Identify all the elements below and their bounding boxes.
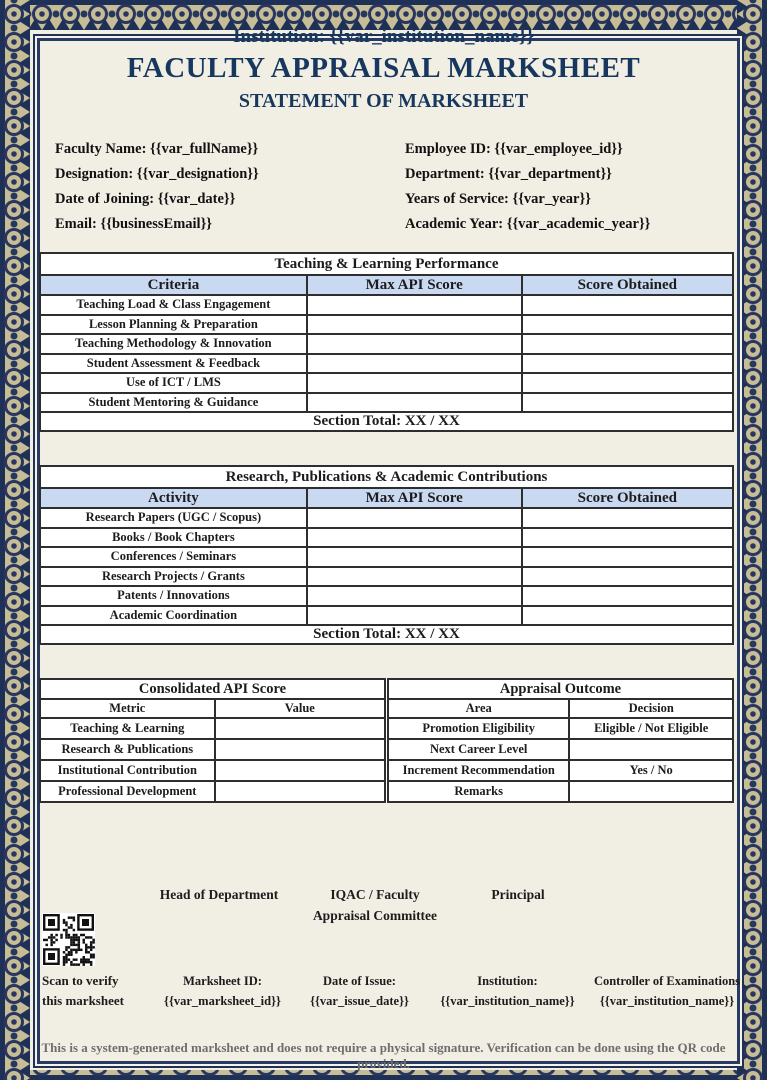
activity-cell: Research Papers (UGC / Scopus) <box>40 508 307 528</box>
score-obtained-cell <box>522 508 733 528</box>
area-cell: Next Career Level <box>386 739 569 760</box>
decision-cell: Eligible / Not Eligible <box>569 718 733 739</box>
footer-institution <box>430 971 585 1011</box>
max-score-cell <box>307 547 522 567</box>
max-score-cell <box>307 586 522 606</box>
footer-value: {{var_marksheet_id}} <box>164 994 281 1008</box>
ornate-border-right <box>737 0 767 1080</box>
activity-cell: Books / Book Chapters <box>40 528 307 548</box>
value-cell <box>215 781 387 802</box>
criteria-cell: Lesson Planning & Preparation <box>40 315 307 335</box>
value-cell <box>215 760 387 781</box>
footer-date-of-issue <box>292 971 427 1011</box>
column-header-activity: Activity <box>40 488 307 508</box>
decision-cell <box>569 781 733 802</box>
footer-label: Date of Issue: <box>323 974 396 988</box>
qr-code <box>42 913 95 966</box>
area-cell: Remarks <box>386 781 569 802</box>
signature-label: Head of Department <box>159 887 279 902</box>
max-score-cell <box>307 295 522 315</box>
activity-cell: Conferences / Seminars <box>40 547 307 567</box>
column-header-value: Value <box>215 699 387 718</box>
table-row <box>40 547 733 567</box>
column-header-metric: Metric <box>40 699 215 718</box>
footer-value: {{var_institution_name}} <box>440 994 575 1008</box>
page-title: FACULTY APPRAISAL MARKSHEET <box>126 52 641 84</box>
value-cell <box>215 739 387 760</box>
footer-label: Institution: <box>477 974 538 988</box>
max-score-cell <box>307 315 522 335</box>
department-line: Department: {{var_department}} <box>405 166 612 182</box>
max-score-cell <box>307 528 522 548</box>
qr-caption-line1: Scan to verify <box>42 973 119 988</box>
metric-cell: Teaching & Learning <box>40 718 215 739</box>
score-obtained-cell <box>522 334 733 354</box>
table-row <box>40 295 733 315</box>
consolidated-api-score-title: Consolidated API Score <box>40 679 386 699</box>
score-obtained-cell <box>522 586 733 606</box>
faculty-details-left <box>55 137 405 237</box>
max-score-cell <box>307 334 522 354</box>
consolidated-outcome-section <box>39 678 734 803</box>
section-total: Section Total: XX / XX <box>40 625 733 644</box>
page-subtitle: STATEMENT OF MARKSHEET <box>238 90 529 112</box>
column-header-decision: Decision <box>569 699 733 718</box>
research-contributions-table <box>39 465 734 645</box>
table-row <box>40 718 733 739</box>
decision-cell <box>569 739 733 760</box>
table-row <box>40 586 733 606</box>
score-obtained-cell <box>522 547 733 567</box>
column-header-score-obtained: Score Obtained <box>522 275 733 295</box>
score-obtained-cell <box>522 295 733 315</box>
table-row <box>40 739 733 760</box>
signature-label: Principal <box>491 887 545 902</box>
criteria-cell: Student Mentoring & Guidance <box>40 393 307 413</box>
column-header-criteria: Criteria <box>40 275 307 295</box>
faculty-name-line: Faculty Name: {{var_fullName}} <box>55 141 259 157</box>
table-title: Teaching & Learning Performance <box>40 253 733 275</box>
table-row <box>40 567 733 587</box>
footer-label: Marksheet ID: <box>183 974 262 988</box>
area-cell: Increment Recommendation <box>386 760 569 781</box>
activity-cell: Academic Coordination <box>40 606 307 626</box>
table-row <box>40 315 733 335</box>
table-row <box>40 373 733 393</box>
table-row <box>40 760 733 781</box>
column-header-score-obtained: Score Obtained <box>522 488 733 508</box>
table-row <box>40 781 733 802</box>
footer-value: {{var_issue_date}} <box>310 994 409 1008</box>
table-row <box>40 354 733 374</box>
table-row <box>40 393 733 413</box>
teaching-performance-section <box>39 252 734 432</box>
qr-caption-line2: this marksheet <box>42 993 124 1008</box>
employee-id-line: Employee ID: {{var_employee_id}} <box>405 141 623 157</box>
score-obtained-cell <box>522 567 733 587</box>
footer-controller-of-examinations <box>586 971 748 1011</box>
disclaimer-text: This is a system-generated marksheet and does not require a physical signature. Verification can be done using the QR code provided. <box>41 1040 726 1071</box>
faculty-details <box>55 137 715 237</box>
score-obtained-cell <box>522 393 733 413</box>
signature-iqac-committee <box>285 884 465 926</box>
signature-principal <box>458 884 578 905</box>
date-of-joining-line: Date of Joining: {{var_date}} <box>55 191 236 207</box>
metric-cell: Research & Publications <box>40 739 215 760</box>
column-header-max-api-score: Max API Score <box>307 275 522 295</box>
metric-cell: Professional Development <box>40 781 215 802</box>
activity-cell: Patents / Innovations <box>40 586 307 606</box>
table-row <box>40 528 733 548</box>
appraisal-outcome-title: Appraisal Outcome <box>386 679 733 699</box>
criteria-cell: Student Assessment & Feedback <box>40 354 307 374</box>
designation-line: Designation: {{var_designation}} <box>55 166 259 182</box>
score-obtained-cell <box>522 373 733 393</box>
decision-cell: Yes / No <box>569 760 733 781</box>
max-score-cell <box>307 393 522 413</box>
score-obtained-cell <box>522 528 733 548</box>
max-score-cell <box>307 606 522 626</box>
faculty-details-right <box>405 137 715 237</box>
academic-year-line: Academic Year: {{var_academic_year}} <box>405 216 651 232</box>
max-score-cell <box>307 508 522 528</box>
section-total: Section Total: XX / XX <box>40 412 733 431</box>
column-header-area: Area <box>386 699 569 718</box>
activity-cell: Research Projects / Grants <box>40 567 307 587</box>
metric-cell: Institutional Contribution <box>40 760 215 781</box>
footer-marksheet-id <box>150 971 295 1011</box>
criteria-cell: Teaching Methodology & Innovation <box>40 334 307 354</box>
teaching-performance-table <box>39 252 734 432</box>
score-obtained-cell <box>522 606 733 626</box>
research-contributions-section <box>39 465 734 645</box>
max-score-cell <box>307 354 522 374</box>
value-cell <box>215 718 387 739</box>
criteria-cell: Teaching Load & Class Engagement <box>40 295 307 315</box>
institution-line: Institution: {{var_institution_name}} <box>233 26 534 47</box>
signature-label: IQAC / Faculty <box>330 887 420 902</box>
score-obtained-cell <box>522 354 733 374</box>
years-of-service-line: Years of Service: {{var_year}} <box>405 191 591 207</box>
criteria-cell: Use of ICT / LMS <box>40 373 307 393</box>
footer-value: {{var_institution_name}} <box>599 994 735 1008</box>
table-row <box>40 606 733 626</box>
table-row <box>40 334 733 354</box>
score-obtained-cell <box>522 315 733 335</box>
table-title: Research, Publications & Academic Contributions <box>40 466 733 488</box>
ornate-border-left <box>0 0 30 1080</box>
column-header-max-api-score: Max API Score <box>307 488 522 508</box>
max-score-cell <box>307 567 522 587</box>
table-row <box>40 508 733 528</box>
consolidated-outcome-table <box>39 678 734 803</box>
email-line: Email: {{businessEmail}} <box>55 216 213 232</box>
footer-label: Controller of Examinations <box>593 974 741 988</box>
area-cell: Promotion Eligibility <box>386 718 569 739</box>
signature-label: Appraisal Committee <box>312 908 438 923</box>
max-score-cell <box>307 373 522 393</box>
